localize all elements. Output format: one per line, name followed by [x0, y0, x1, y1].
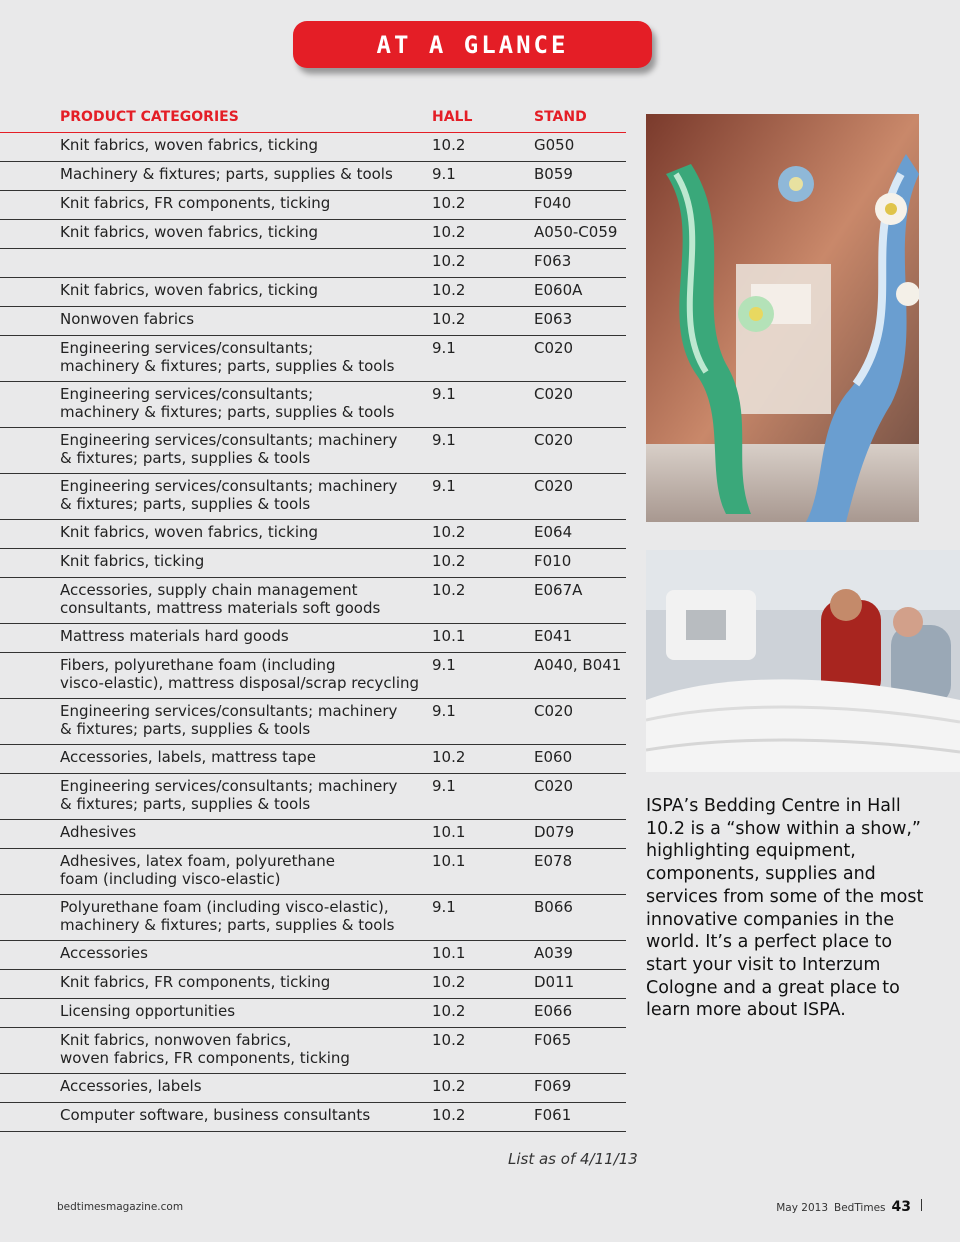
stand-cell: F010	[534, 549, 626, 578]
table-row	[0, 1074, 626, 1103]
stand-cell: C020	[534, 336, 626, 382]
table-row	[0, 624, 626, 653]
hall-cell: 9.1	[432, 428, 534, 474]
category-cell: Knit fabrics, ticking	[0, 549, 432, 578]
hall-cell: 9.1	[432, 474, 534, 520]
hall-cell: 10.2	[432, 191, 534, 220]
hall-cell: 9.1	[432, 336, 534, 382]
stand-cell: F063	[534, 249, 626, 278]
stand-cell: F061	[534, 1103, 626, 1132]
hall-cell: 10.2	[432, 1103, 534, 1132]
stand-cell: D079	[534, 820, 626, 849]
stand-cell: E063	[534, 307, 626, 336]
category-cell: Knit fabrics, FR components, ticking	[0, 191, 432, 220]
category-cell: Adhesives, latex foam, polyurethane foam (including visco-elastic)	[0, 849, 432, 895]
stand-cell: A040, B041	[534, 653, 626, 699]
header-stand: STAND	[534, 104, 626, 133]
foam-display-photo	[646, 114, 919, 522]
table-row	[0, 578, 626, 624]
hall-cell: 9.1	[432, 699, 534, 745]
stand-cell: D011	[534, 970, 626, 999]
category-cell: Knit fabrics, woven fabrics, ticking	[0, 520, 432, 549]
table-row	[0, 970, 626, 999]
hall-cell: 10.2	[432, 220, 534, 249]
category-cell: Knit fabrics, nonwoven fabrics, woven fabrics, FR components, ticking	[0, 1028, 432, 1074]
footer-issue-date: May 2013	[776, 1202, 829, 1214]
category-cell: Knit fabrics, woven fabrics, ticking	[0, 133, 432, 162]
stand-cell: E078	[534, 849, 626, 895]
category-cell: Polyurethane foam (including visco-elastic), machinery & fixtures; parts, supplies & tools	[0, 895, 432, 941]
category-cell: Machinery & fixtures; parts, supplies & tools	[0, 162, 432, 191]
table-row	[0, 474, 626, 520]
hall-cell: 10.2	[432, 549, 534, 578]
category-cell: Mattress materials hard goods	[0, 624, 432, 653]
stand-cell: B066	[534, 895, 626, 941]
stand-cell: A050-C059	[534, 220, 626, 249]
stand-cell: E041	[534, 624, 626, 653]
category-cell: Engineering services/consultants; machinery & fixtures; parts, supplies & tools	[0, 336, 432, 382]
hall-cell: 9.1	[432, 162, 534, 191]
table-row	[0, 699, 626, 745]
header-product-categories: PRODUCT CATEGORIES	[0, 104, 432, 133]
stand-cell: E064	[534, 520, 626, 549]
table-row	[0, 249, 626, 278]
category-cell: Engineering services/consultants; machinery & fixtures; parts, supplies & tools	[0, 774, 432, 820]
stand-cell: E060	[534, 745, 626, 774]
table-row	[0, 653, 626, 699]
category-cell: Engineering services/consultants; machinery & fixtures; parts, supplies & tools	[0, 474, 432, 520]
category-cell: Accessories, labels, mattress tape	[0, 745, 432, 774]
category-cell: Knit fabrics, woven fabrics, ticking	[0, 220, 432, 249]
category-cell: Fibers, polyurethane foam (including visco-elastic), mattress disposal/scrap recycling	[0, 653, 432, 699]
table-row	[0, 849, 626, 895]
hall-cell: 9.1	[432, 382, 534, 428]
table-header-row	[0, 104, 626, 133]
table-row	[0, 1028, 626, 1074]
footer-issue-info	[776, 1199, 922, 1215]
footer-magazine-name: BedTimes	[834, 1202, 886, 1214]
hall-cell: 10.2	[432, 249, 534, 278]
hall-cell: 10.1	[432, 849, 534, 895]
category-cell: Engineering services/consultants; machinery & fixtures; parts, supplies & tools	[0, 382, 432, 428]
category-cell	[0, 249, 432, 278]
hall-cell: 10.2	[432, 745, 534, 774]
table-row	[0, 382, 626, 428]
category-cell: Accessories, supply chain management consultants, mattress materials soft goods	[0, 578, 432, 624]
stand-cell: A039	[534, 941, 626, 970]
page-number: 43	[891, 1199, 911, 1215]
table-row	[0, 820, 626, 849]
photo-caption: ISPA’s Bedding Centre in Hall 10.2 is a “show within a show,” highlighting equipment, components, supplies and services from some of the most innovative companies in the world. It’s a perfect place to start your visit to Interzum Cologne and a great place to learn more about ISPA.	[646, 796, 924, 1021]
table-row	[0, 774, 626, 820]
stand-cell: F065	[534, 1028, 626, 1074]
footer-website: bedtimesmagazine.com	[57, 1201, 184, 1213]
category-cell: Licensing opportunities	[0, 999, 432, 1028]
table-row	[0, 941, 626, 970]
hall-cell: 10.1	[432, 820, 534, 849]
hall-cell: 10.2	[432, 133, 534, 162]
table-row	[0, 999, 626, 1028]
hall-cell: 9.1	[432, 895, 534, 941]
footer-divider	[921, 1199, 922, 1211]
stand-cell: C020	[534, 428, 626, 474]
category-cell: Knit fabrics, FR components, ticking	[0, 970, 432, 999]
category-cell: Computer software, business consultants	[0, 1103, 432, 1132]
table-row	[0, 1103, 626, 1132]
table-row	[0, 745, 626, 774]
stand-cell: E066	[534, 999, 626, 1028]
stand-cell: C020	[534, 382, 626, 428]
hall-cell: 10.2	[432, 999, 534, 1028]
stand-cell: E067A	[534, 578, 626, 624]
table-row	[0, 133, 626, 162]
at-a-glance-banner	[293, 21, 652, 68]
category-cell: Nonwoven fabrics	[0, 307, 432, 336]
hall-cell: 10.2	[432, 578, 534, 624]
hall-cell: 10.2	[432, 970, 534, 999]
category-cell: Knit fabrics, woven fabrics, ticking	[0, 278, 432, 307]
category-cell: Accessories	[0, 941, 432, 970]
table-row	[0, 520, 626, 549]
table-row	[0, 336, 626, 382]
product-categories-table	[0, 104, 626, 1132]
table-row	[0, 162, 626, 191]
hall-cell: 10.2	[432, 307, 534, 336]
table-row	[0, 191, 626, 220]
hall-cell: 10.1	[432, 624, 534, 653]
hall-cell: 10.2	[432, 1074, 534, 1103]
category-cell: Engineering services/consultants; machinery & fixtures; parts, supplies & tools	[0, 699, 432, 745]
category-cell: Adhesives	[0, 820, 432, 849]
category-cell: Accessories, labels	[0, 1074, 432, 1103]
banner-title: AT A GLANCE	[376, 30, 569, 59]
stand-cell: F040	[534, 191, 626, 220]
list-date-note: List as of 4/11/13	[508, 1150, 638, 1168]
table-row	[0, 428, 626, 474]
stand-cell: E060A	[534, 278, 626, 307]
hall-cell: 9.1	[432, 653, 534, 699]
hall-cell: 10.2	[432, 278, 534, 307]
category-cell: Engineering services/consultants; machinery & fixtures; parts, supplies & tools	[0, 428, 432, 474]
workers-at-machine-photo	[646, 550, 960, 772]
stand-cell: C020	[534, 774, 626, 820]
table-row	[0, 549, 626, 578]
stand-cell: F069	[534, 1074, 626, 1103]
table-row	[0, 220, 626, 249]
table-row	[0, 278, 626, 307]
hall-cell: 10.2	[432, 520, 534, 549]
stand-cell: C020	[534, 474, 626, 520]
stand-cell: B059	[534, 162, 626, 191]
hall-cell: 10.2	[432, 1028, 534, 1074]
stand-cell: C020	[534, 699, 626, 745]
header-hall: HALL	[432, 104, 534, 133]
stand-cell: G050	[534, 133, 626, 162]
hall-cell: 10.1	[432, 941, 534, 970]
table-row	[0, 307, 626, 336]
hall-cell: 9.1	[432, 774, 534, 820]
table-row	[0, 895, 626, 941]
